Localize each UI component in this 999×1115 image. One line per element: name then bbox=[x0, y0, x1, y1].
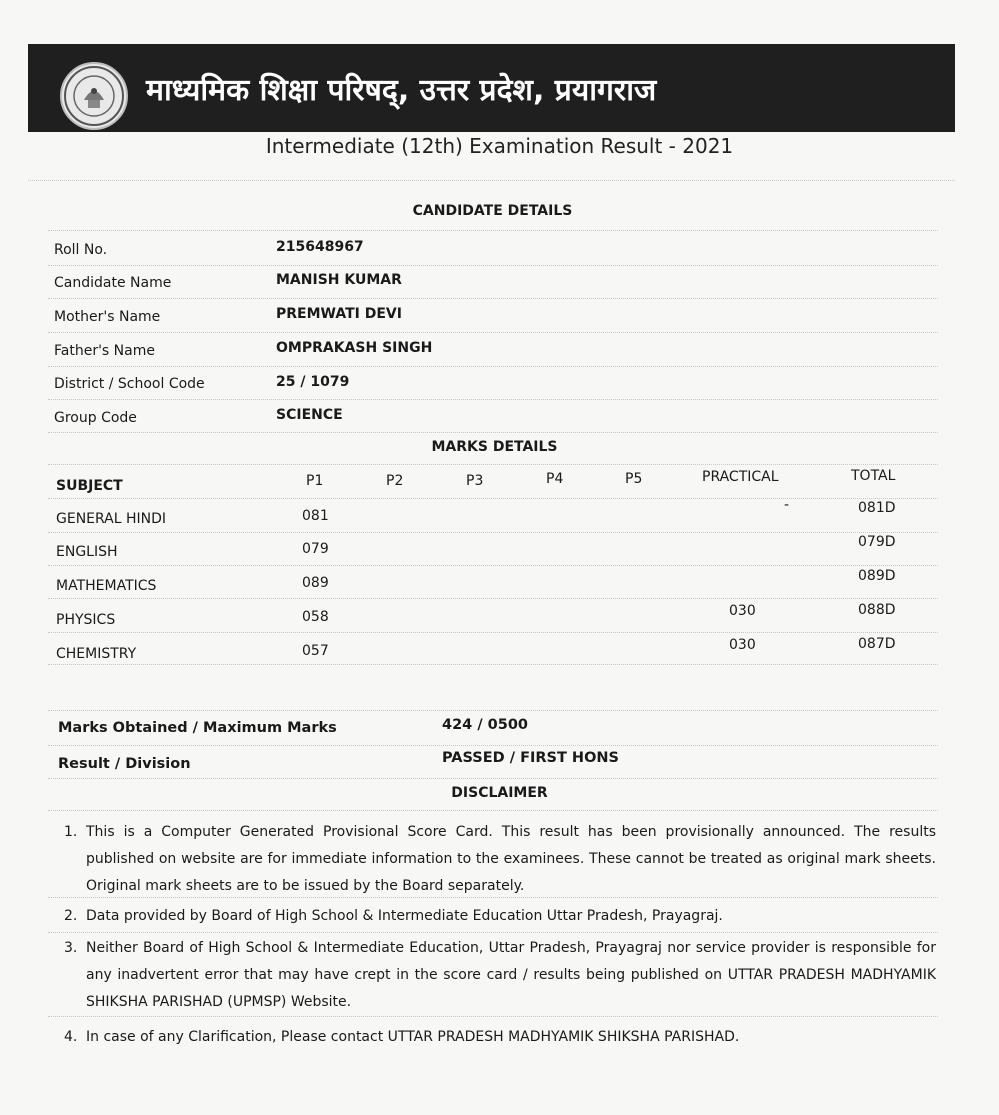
col-subject: SUBJECT bbox=[56, 478, 123, 494]
mother-name-value: PREMWATI DEVI bbox=[276, 306, 402, 322]
divider bbox=[48, 1016, 938, 1017]
marks-obtained-label: Marks Obtained / Maximum Marks bbox=[58, 720, 337, 736]
subject-name: CHEMISTRY bbox=[56, 646, 137, 662]
divider bbox=[48, 932, 938, 933]
father-name-value: OMPRAKASH SINGH bbox=[276, 340, 433, 356]
result-division-label: Result / Division bbox=[58, 756, 191, 772]
divider bbox=[48, 498, 938, 499]
exam-title: Intermediate (12th) Examination Result - 2021 bbox=[265, 134, 734, 158]
district-school-code-value: 25 / 1079 bbox=[276, 374, 350, 390]
group-code-label: Group Code bbox=[54, 410, 137, 426]
marks-obtained-value: 424 / 0500 bbox=[442, 717, 529, 733]
disclaimer-text: This is a Computer Generated Provisional Score Card. This result has been provisionally announced. The results published on website are for immediate information to the examinees. These cannot be treated as original mark sheets. Original mark sheets are to be issued by the Board separately. bbox=[86, 824, 936, 894]
p1-mark: 058 bbox=[302, 609, 329, 625]
col-p3: P3 bbox=[466, 473, 484, 489]
candidate-details-heading: CANDIDATE DETAILS bbox=[412, 203, 573, 219]
col-p2: P2 bbox=[386, 473, 404, 489]
total-mark: 081D bbox=[858, 500, 896, 516]
district-school-code-label: District / School Code bbox=[54, 376, 205, 392]
divider bbox=[48, 745, 938, 746]
divider bbox=[48, 298, 938, 299]
disclaimer-item bbox=[64, 903, 936, 930]
col-p1: P1 bbox=[306, 473, 324, 489]
divider bbox=[48, 464, 938, 465]
disclaimer-number: 3. bbox=[64, 940, 78, 956]
divider bbox=[48, 532, 938, 533]
divider bbox=[48, 810, 938, 811]
p1-mark: 089 bbox=[302, 575, 329, 591]
divider bbox=[48, 565, 938, 566]
divider bbox=[48, 366, 938, 367]
disclaimer-heading: DISCLAIMER bbox=[451, 785, 548, 801]
disclaimer-number: 4. bbox=[64, 1029, 78, 1045]
disclaimer-text: Neither Board of High School & Intermediate Education, Uttar Pradesh, Prayagraj nor service provider is responsible for any inadvertent error that may have crept in the score card / results being published on UTTAR PRADESH MADHYAMIK SHIKSHA PARISHAD (UPMSP) Website. bbox=[86, 940, 936, 1010]
col-total: TOTAL bbox=[851, 468, 896, 484]
col-p4: P4 bbox=[546, 471, 564, 487]
candidate-name-value: MANISH KUMAR bbox=[276, 272, 402, 288]
divider bbox=[48, 332, 938, 333]
subject-name: GENERAL HINDI bbox=[56, 511, 167, 527]
total-mark: 089D bbox=[858, 568, 896, 584]
father-name-label: Father's Name bbox=[54, 343, 155, 359]
disclaimer-text: In case of any Clarification, Please contact UTTAR PRADESH MADHYAMIK SHIKSHA PARISHAD. bbox=[86, 1029, 740, 1045]
practical-mark: - bbox=[784, 497, 790, 513]
disclaimer-number: 2. bbox=[64, 908, 78, 924]
result-division-value: PASSED / FIRST HONS bbox=[442, 750, 619, 766]
divider bbox=[48, 230, 938, 231]
divider bbox=[48, 710, 938, 711]
subject-name: ENGLISH bbox=[56, 544, 118, 560]
group-code-value: SCIENCE bbox=[276, 407, 343, 423]
board-seal-icon bbox=[60, 62, 128, 130]
divider bbox=[48, 399, 938, 400]
mother-name-label: Mother's Name bbox=[54, 309, 161, 325]
p1-mark: 057 bbox=[302, 643, 329, 659]
practical-mark: 030 bbox=[729, 603, 756, 619]
divider bbox=[48, 897, 938, 898]
disclaimer-item bbox=[64, 935, 936, 1016]
divider bbox=[48, 598, 938, 599]
divider bbox=[48, 632, 938, 633]
roll-no-label: Roll No. bbox=[54, 242, 108, 258]
p1-mark: 079 bbox=[302, 541, 329, 557]
p1-mark: 081 bbox=[302, 508, 329, 524]
divider bbox=[28, 180, 955, 181]
disclaimer-number: 1. bbox=[64, 824, 78, 840]
divider bbox=[48, 778, 938, 779]
total-mark: 088D bbox=[858, 602, 896, 618]
col-practical: PRACTICAL bbox=[702, 469, 779, 485]
total-mark: 079D bbox=[858, 534, 896, 550]
subject-name: PHYSICS bbox=[56, 612, 116, 628]
marks-details-heading: MARKS DETAILS bbox=[431, 439, 558, 455]
subject-name: MATHEMATICS bbox=[56, 578, 157, 594]
roll-no-value: 215648967 bbox=[276, 239, 364, 255]
candidate-name-label: Candidate Name bbox=[54, 275, 172, 291]
disclaimer-item bbox=[64, 1024, 936, 1051]
disclaimer-text: Data provided by Board of High School & Intermediate Education Uttar Pradesh, Prayagraj. bbox=[86, 908, 723, 924]
total-mark: 087D bbox=[858, 636, 896, 652]
divider bbox=[48, 664, 938, 665]
disclaimer-item bbox=[64, 819, 936, 900]
divider bbox=[48, 432, 938, 433]
practical-mark: 030 bbox=[729, 637, 756, 653]
divider bbox=[48, 265, 938, 266]
board-title: माध्यमिक शिक्षा परिषद्, उत्तर प्रदेश, प्रयागराज bbox=[146, 73, 657, 108]
col-p5: P5 bbox=[625, 471, 643, 487]
